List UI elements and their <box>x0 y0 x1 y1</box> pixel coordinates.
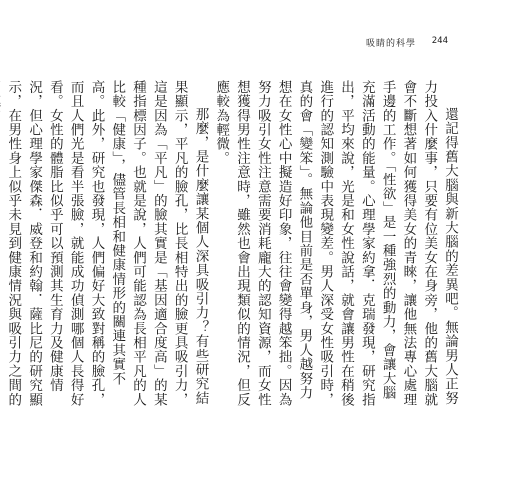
paragraph: 那麼，是什麼讓某個人深具吸引力？有些研究結果顯示，平凡的臉孔，比長相特出的臉更具吸引力，這是因為「平凡」的臉其實是「基因適合度高」的某種指標因子。也就是說，人們可能認為長相平凡的人比較「健康」，儘管長相和健康情形的關連其實不高。此外，研究也發現，人們偏好大致對稱的臉孔，而且人們光是看半張臉，就能成功偵測哪個人長得好看。女性的體脂比似乎可以預測其生育力及健康情況，但心理學家傑森．威登和約翰．薩比尼的研究顯示，在男性身上似乎未見到健康情況與吸引力之間的 <box>5 80 209 407</box>
running-title: 吸睛的科學 <box>365 39 416 49</box>
page-header <box>60 36 460 52</box>
paragraph: 還記得舊大腦與新大腦的差異吧。無論男人正努力投入什麼事，只要有位美女在身旁，他的舊大腦就會不斷想著如何獲得美女的青睞，讓他無法專心處理手邊的工作。「性欲」是一種強烈的動力，會讓大腦充滿活動的能量。心理學家約拿．克瑞發現，研究指出，平均來說，光是和女性說話，就會讓男性在稍後進行的認知測驗中表現變差。男人深受女性吸引時，真的會「變笨」。無論他目前是否單身，男人越努力想在女性心中擬造好印象，往往會變得越笨拙。因為努力吸引女性注意需要消耗龐大的認知資源，而女性想獲得男性注意時，雖然也會出現類似的情況，但反應較為輕微。 <box>213 80 458 407</box>
text-body <box>5 80 460 410</box>
page-number: 244 <box>431 36 448 46</box>
